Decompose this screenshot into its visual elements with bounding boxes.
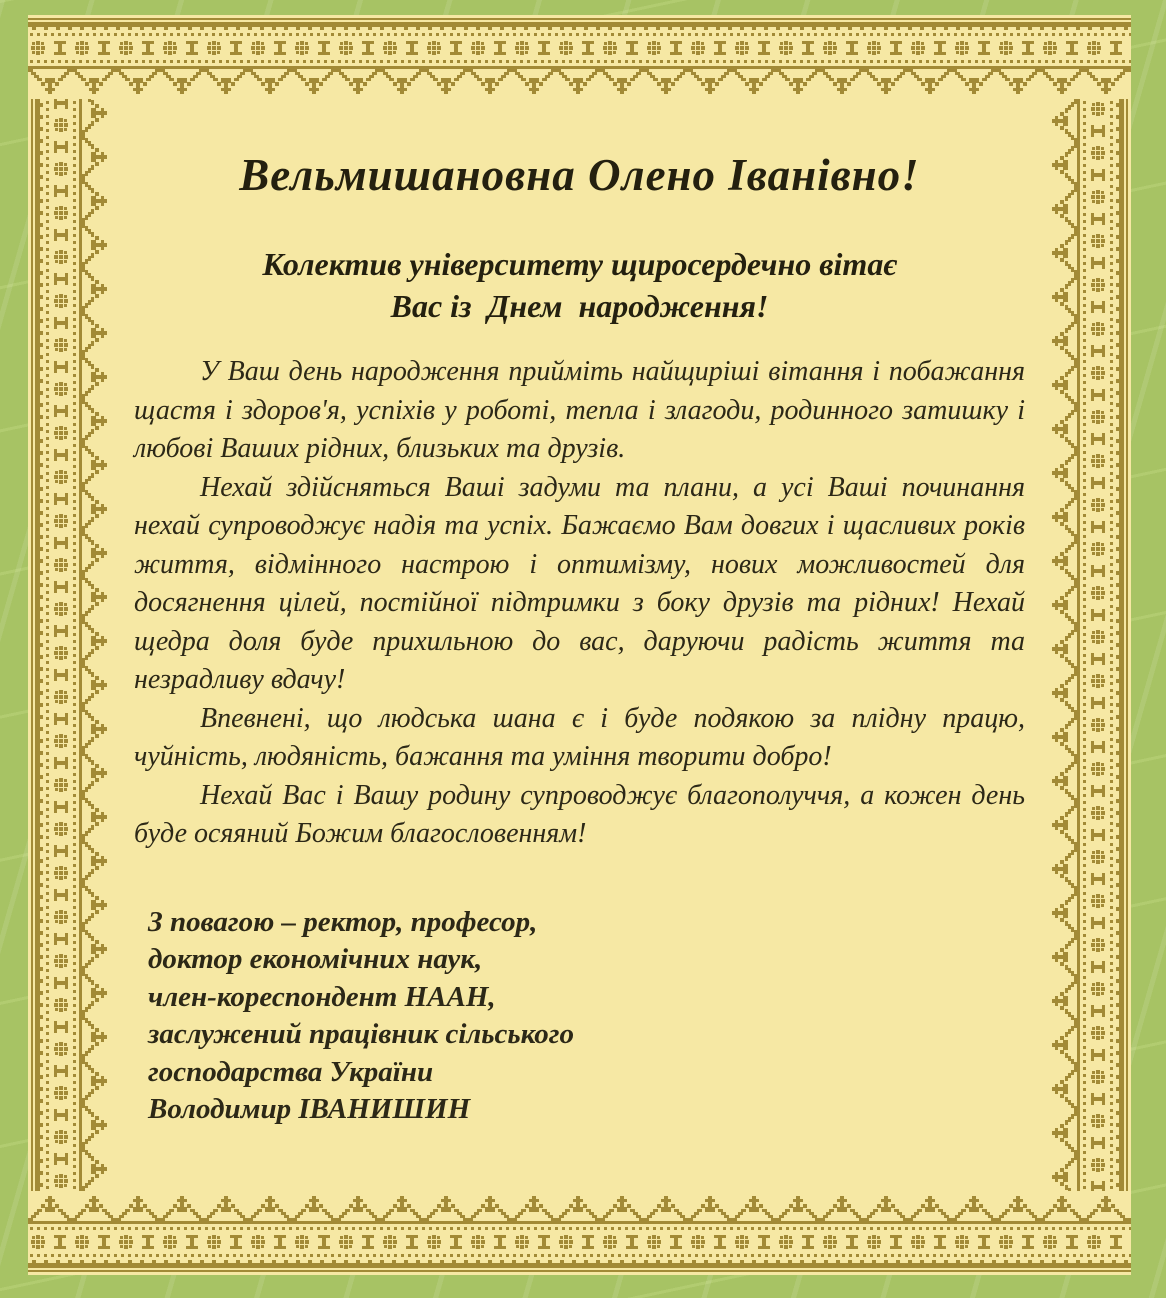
card-title: Вельмишановна Олено Іванівно! bbox=[239, 150, 920, 200]
greeting-card bbox=[28, 15, 1131, 1275]
signature-line: доктор економічних наук, bbox=[148, 943, 483, 975]
signature-block bbox=[110, 904, 1049, 1129]
signature-line: господарства України bbox=[148, 1055, 434, 1088]
body-paragraph: Впевнені, що людська шана є і буде подякою за плідну працю, чуйність, людяність, бажання та уміння творити добро! bbox=[134, 702, 1025, 772]
salutation-block bbox=[110, 243, 1049, 327]
card-content bbox=[110, 97, 1049, 1193]
salutation-line-2: Вас із Днем народження! bbox=[390, 288, 769, 324]
signature-line: Володимир ІВАНИШИН bbox=[148, 1093, 471, 1125]
signature-line: З повагою – ректор, професор, bbox=[148, 905, 538, 938]
body-paragraph: Нехай здійсняться Ваші задуми та плани, а усі Ваші починання нехай супроводжує надія та успіх. Бажаємо Вам довгих і щасливих років життя, відмінного настрою і оптимізму, нових можливостей для досягнення цілей, постійної підтримки з боку друзів та рідних! Нехай щедра доля буде прихильною до вас, даруючи радість життя та незрадливу вдачу! bbox=[134, 471, 1025, 695]
signature-line: заслужений працівник сільського bbox=[148, 1018, 574, 1050]
salutation-line-1: Колектив університету щиросердечно вітає bbox=[262, 246, 897, 282]
greeting-body bbox=[110, 353, 1049, 854]
signature-line: член-кореспондент НААН, bbox=[148, 980, 496, 1013]
body-paragraph: У Ваш день народження прийміть найщиріші вітання і побажання щастя і здоров'я, успіхів у роботі, тепла і злагоди, родинного затишку і любові Ваших рідних, близьких та друзів. bbox=[134, 356, 1025, 464]
body-paragraph: Нехай Вас і Вашу родину супроводжує благополуччя, а кожен день буде осяяний Божим благословенням! bbox=[134, 779, 1025, 849]
